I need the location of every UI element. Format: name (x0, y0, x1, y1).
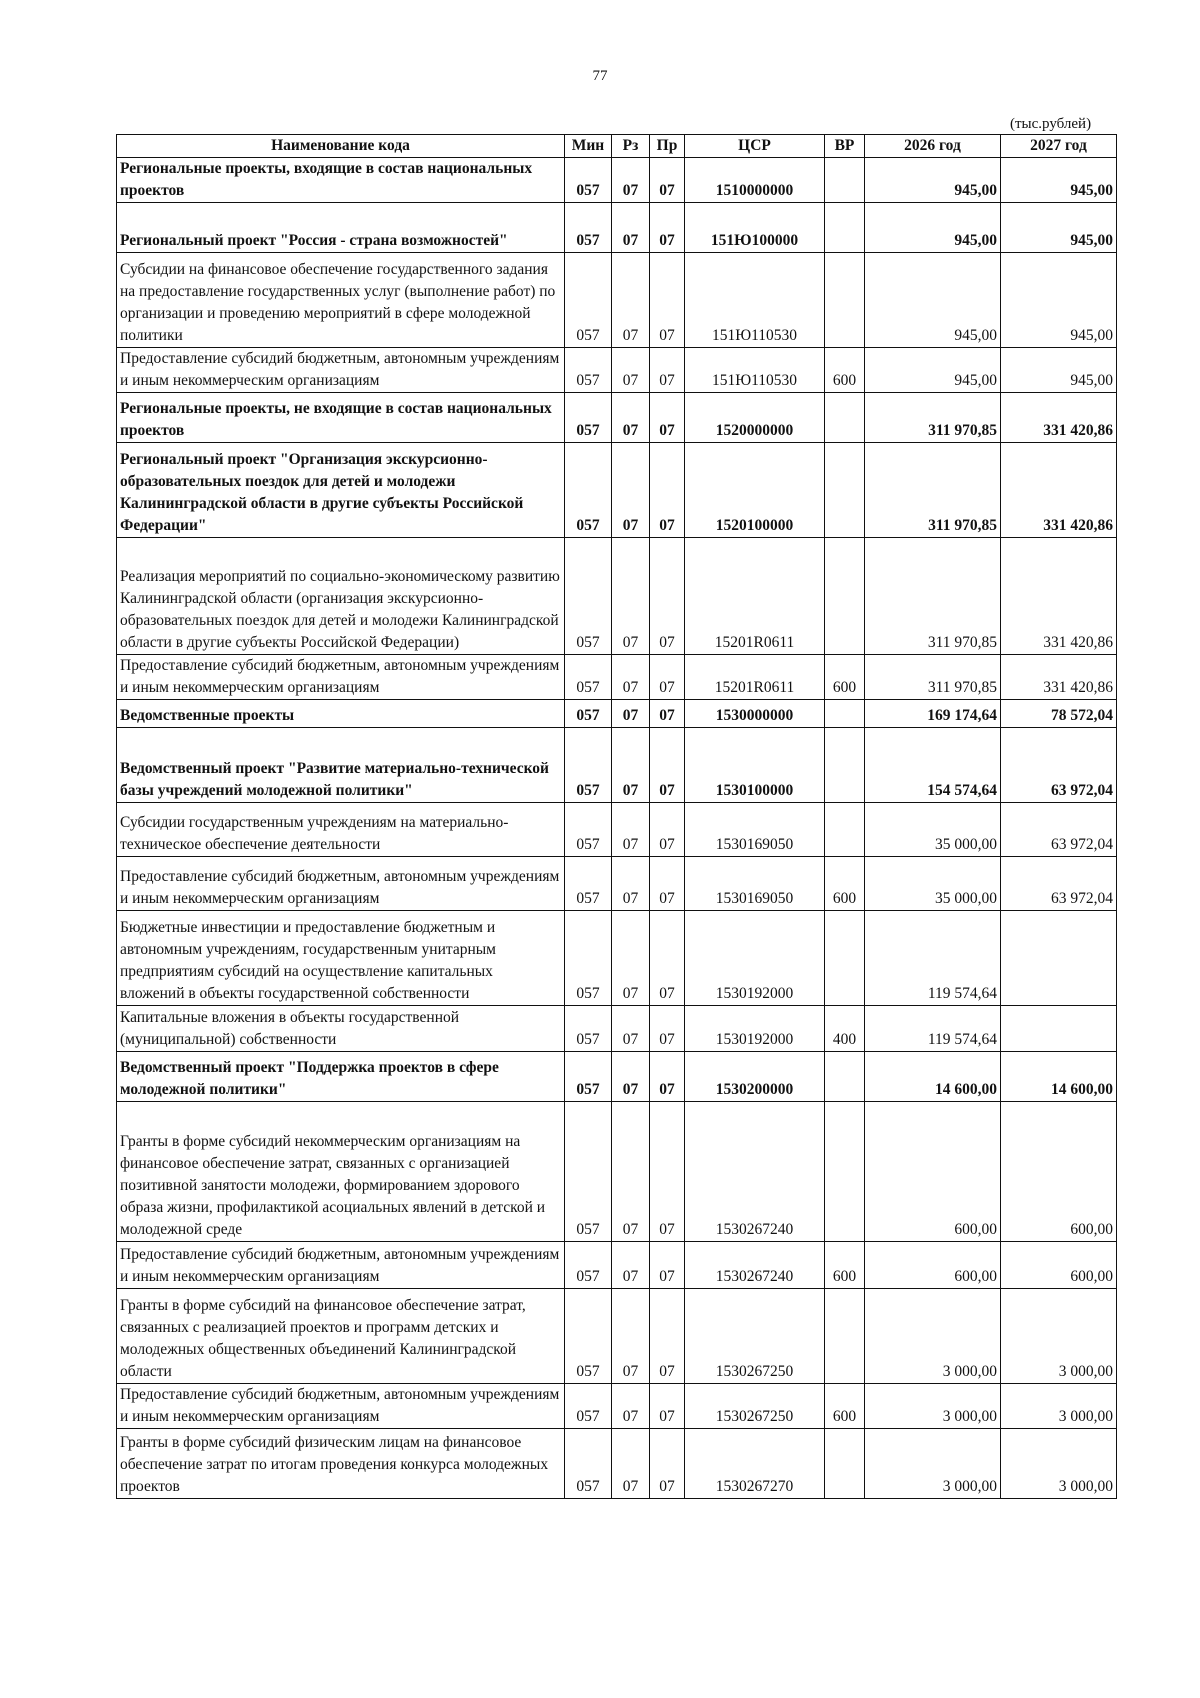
row-2027: 945,00 (1001, 203, 1117, 253)
row-csr: 151Ю100000 (685, 203, 825, 253)
row-name: Гранты в форме субсидий физическим лицам на финансовое обеспечение затрат по итогам проведения конкурса молодежных проектов (117, 1429, 565, 1499)
table-row (117, 700, 1117, 728)
row-2027: 63 972,04 (1001, 728, 1117, 803)
row-vr (825, 393, 865, 443)
table-row (117, 1384, 1117, 1429)
row-pr: 07 (650, 1289, 685, 1384)
row-min: 057 (565, 538, 612, 655)
row-pr: 07 (650, 443, 685, 538)
row-pr: 07 (650, 158, 685, 203)
row-vr: 400 (825, 1006, 865, 1052)
row-min: 057 (565, 911, 612, 1006)
budget-table (116, 134, 1117, 1499)
row-csr: 1530267250 (685, 1289, 825, 1384)
row-min: 057 (565, 700, 612, 728)
row-2026: 945,00 (865, 348, 1001, 393)
row-2026: 3 000,00 (865, 1384, 1001, 1429)
row-2027: 63 972,04 (1001, 857, 1117, 911)
row-name: Субсидии на финансовое обеспечение государственного задания на предоставление государственных услуг (выполнение работ) по организации и проведению мероприятий в сфере молодежной политики (117, 253, 565, 348)
table-row (117, 1006, 1117, 1052)
row-2026: 945,00 (865, 203, 1001, 253)
table-row (117, 728, 1117, 803)
row-name: Региональные проекты, входящие в состав национальных проектов (117, 158, 565, 203)
row-vr (825, 911, 865, 1006)
row-vr (825, 443, 865, 538)
row-rz: 07 (612, 803, 650, 857)
row-min: 057 (565, 443, 612, 538)
row-csr: 1530169050 (685, 803, 825, 857)
header-vr: ВР (825, 135, 865, 158)
row-min: 057 (565, 158, 612, 203)
row-min: 057 (565, 1289, 612, 1384)
row-vr: 600 (825, 1242, 865, 1289)
row-rz: 07 (612, 655, 650, 700)
row-csr: 1530200000 (685, 1052, 825, 1102)
row-2026: 311 970,85 (865, 393, 1001, 443)
row-rz: 07 (612, 1006, 650, 1052)
row-pr: 07 (650, 1384, 685, 1429)
row-2026: 3 000,00 (865, 1429, 1001, 1499)
table-row (117, 1102, 1117, 1242)
row-rz: 07 (612, 1052, 650, 1102)
row-csr: 1530000000 (685, 700, 825, 728)
row-name: Предоставление субсидий бюджетным, автономным учреждениям и иным некоммерческим организациям (117, 857, 565, 911)
row-name: Предоставление субсидий бюджетным, автономным учреждениям и иным некоммерческим организациям (117, 1384, 565, 1429)
table-row (117, 1052, 1117, 1102)
row-rz: 07 (612, 1102, 650, 1242)
row-csr: 15201R0611 (685, 655, 825, 700)
row-2027: 63 972,04 (1001, 803, 1117, 857)
row-min: 057 (565, 1052, 612, 1102)
row-name: Гранты в форме субсидий некоммерческим организациям на финансовое обеспечение затрат, связанных с организацией позитивной занятости молодежи, формированием здорового образа жизни, профилактикой асоциальных явлений в детской и молодежной среде (117, 1102, 565, 1242)
row-2027: 331 420,86 (1001, 393, 1117, 443)
row-2027: 78 572,04 (1001, 700, 1117, 728)
row-2027: 3 000,00 (1001, 1384, 1117, 1429)
row-2027: 331 420,86 (1001, 655, 1117, 700)
row-vr: 600 (825, 1384, 865, 1429)
row-2027: 600,00 (1001, 1102, 1117, 1242)
row-csr: 1530192000 (685, 911, 825, 1006)
row-pr: 07 (650, 803, 685, 857)
row-csr: 1530267240 (685, 1242, 825, 1289)
row-2026: 311 970,85 (865, 443, 1001, 538)
row-rz: 07 (612, 158, 650, 203)
row-min: 057 (565, 348, 612, 393)
row-2026: 3 000,00 (865, 1289, 1001, 1384)
table-row (117, 1429, 1117, 1499)
row-2027 (1001, 911, 1117, 1006)
table-row (117, 393, 1117, 443)
row-2026: 311 970,85 (865, 538, 1001, 655)
row-rz: 07 (612, 443, 650, 538)
row-pr: 07 (650, 1242, 685, 1289)
row-vr (825, 1289, 865, 1384)
row-rz: 07 (612, 1429, 650, 1499)
row-vr: 600 (825, 857, 865, 911)
row-name: Региональный проект "Россия - страна возможностей" (117, 203, 565, 253)
row-pr: 07 (650, 728, 685, 803)
row-name: Ведомственный проект "Поддержка проектов в сфере молодежной политики" (117, 1052, 565, 1102)
row-csr: 1530100000 (685, 728, 825, 803)
row-pr: 07 (650, 700, 685, 728)
row-pr: 07 (650, 393, 685, 443)
row-csr: 1530192000 (685, 1006, 825, 1052)
row-pr: 07 (650, 1102, 685, 1242)
row-rz: 07 (612, 857, 650, 911)
row-2026: 945,00 (865, 158, 1001, 203)
table-row (117, 253, 1117, 348)
row-vr (825, 728, 865, 803)
row-min: 057 (565, 1384, 612, 1429)
row-rz: 07 (612, 1384, 650, 1429)
row-csr: 15201R0611 (685, 538, 825, 655)
row-vr (825, 700, 865, 728)
row-csr: 151Ю110530 (685, 348, 825, 393)
header-min: Мин (565, 135, 612, 158)
row-pr: 07 (650, 348, 685, 393)
row-name: Капитальные вложения в объекты государственной (муниципальной) собственности (117, 1006, 565, 1052)
row-min: 057 (565, 393, 612, 443)
row-min: 057 (565, 253, 612, 348)
table-header-row (117, 135, 1117, 158)
table-row (117, 857, 1117, 911)
row-csr: 151Ю110530 (685, 253, 825, 348)
row-min: 057 (565, 1242, 612, 1289)
row-2026: 311 970,85 (865, 655, 1001, 700)
row-csr: 1520000000 (685, 393, 825, 443)
row-rz: 07 (612, 911, 650, 1006)
row-csr: 1510000000 (685, 158, 825, 203)
row-name: Гранты в форме субсидий на финансовое обеспечение затрат, связанных с реализацией проектов и программ детских и молодежных общественных объединений Калининградской области (117, 1289, 565, 1384)
row-vr (825, 203, 865, 253)
table-row (117, 803, 1117, 857)
row-pr: 07 (650, 203, 685, 253)
page-number: 77 (592, 68, 608, 84)
table-row (117, 348, 1117, 393)
row-name: Ведомственные проекты (117, 700, 565, 728)
row-vr (825, 803, 865, 857)
row-2027: 945,00 (1001, 348, 1117, 393)
row-min: 057 (565, 803, 612, 857)
row-vr (825, 158, 865, 203)
row-2026: 14 600,00 (865, 1052, 1001, 1102)
table-row (117, 538, 1117, 655)
table-row (117, 158, 1117, 203)
row-pr: 07 (650, 655, 685, 700)
row-csr: 1530267250 (685, 1384, 825, 1429)
row-min: 057 (565, 728, 612, 803)
row-2027: 600,00 (1001, 1242, 1117, 1289)
row-rz: 07 (612, 348, 650, 393)
units-label: (тыс.рублей) (1010, 116, 1092, 132)
row-pr: 07 (650, 538, 685, 655)
row-csr: 1530267240 (685, 1102, 825, 1242)
row-vr (825, 1052, 865, 1102)
row-rz: 07 (612, 538, 650, 655)
header-pr: Пр (650, 135, 685, 158)
row-2026: 35 000,00 (865, 857, 1001, 911)
header-2027: 2027 год (1001, 135, 1117, 158)
row-pr: 07 (650, 253, 685, 348)
row-2026: 35 000,00 (865, 803, 1001, 857)
header-rz: Рз (612, 135, 650, 158)
row-min: 057 (565, 1006, 612, 1052)
row-2027: 945,00 (1001, 158, 1117, 203)
row-pr: 07 (650, 1052, 685, 1102)
header-name: Наименование кода (117, 135, 565, 158)
row-rz: 07 (612, 1242, 650, 1289)
row-2027 (1001, 1006, 1117, 1052)
row-rz: 07 (612, 728, 650, 803)
table-row (117, 1289, 1117, 1384)
row-rz: 07 (612, 700, 650, 728)
row-vr (825, 253, 865, 348)
row-name: Ведомственный проект "Развитие материально-технической базы учреждений молодежной политики" (117, 728, 565, 803)
row-csr: 1530169050 (685, 857, 825, 911)
table-row (117, 443, 1117, 538)
row-name: Реализация мероприятий по социально-экономическому развитию Калининградской области (организация экскурсионно-образовательных поездок для детей и молодежи Калининградской области в другие субъекты Российской Федерации) (117, 538, 565, 655)
row-2026: 600,00 (865, 1102, 1001, 1242)
row-name: Предоставление субсидий бюджетным, автономным учреждениям и иным некоммерческим организациям (117, 348, 565, 393)
row-vr: 600 (825, 655, 865, 700)
row-min: 057 (565, 857, 612, 911)
row-rz: 07 (612, 203, 650, 253)
row-2026: 945,00 (865, 253, 1001, 348)
row-name: Субсидии государственным учреждениям на материально-техническое обеспечение деятельности (117, 803, 565, 857)
row-2026: 600,00 (865, 1242, 1001, 1289)
header-2026: 2026 год (865, 135, 1001, 158)
row-csr: 1530267270 (685, 1429, 825, 1499)
row-2026: 169 174,64 (865, 700, 1001, 728)
table-row (117, 911, 1117, 1006)
table-row (117, 655, 1117, 700)
row-pr: 07 (650, 857, 685, 911)
row-2027: 3 000,00 (1001, 1289, 1117, 1384)
row-pr: 07 (650, 1006, 685, 1052)
row-pr: 07 (650, 911, 685, 1006)
row-name: Региональные проекты, не входящие в состав национальных проектов (117, 393, 565, 443)
row-rz: 07 (612, 253, 650, 348)
row-name: Предоставление субсидий бюджетным, автономным учреждениям и иным некоммерческим организациям (117, 655, 565, 700)
row-csr: 1520100000 (685, 443, 825, 538)
row-2026: 154 574,64 (865, 728, 1001, 803)
row-vr: 600 (825, 348, 865, 393)
row-name: Предоставление субсидий бюджетным, автономным учреждениям и иным некоммерческим организациям (117, 1242, 565, 1289)
row-rz: 07 (612, 1289, 650, 1384)
table-row (117, 1242, 1117, 1289)
row-2026: 119 574,64 (865, 1006, 1001, 1052)
row-name: Бюджетные инвестиции и предоставление бюджетным и автономным учреждениям, государственным унитарным предприятиям субсидий на осуществление капитальных вложений в объекты государственной собственности (117, 911, 565, 1006)
row-pr: 07 (650, 1429, 685, 1499)
row-2026: 119 574,64 (865, 911, 1001, 1006)
row-min: 057 (565, 1102, 612, 1242)
row-min: 057 (565, 655, 612, 700)
row-min: 057 (565, 1429, 612, 1499)
row-rz: 07 (612, 393, 650, 443)
row-vr (825, 1429, 865, 1499)
row-2027: 945,00 (1001, 253, 1117, 348)
row-2027: 331 420,86 (1001, 538, 1117, 655)
row-2027: 3 000,00 (1001, 1429, 1117, 1499)
row-min: 057 (565, 203, 612, 253)
row-2027: 14 600,00 (1001, 1052, 1117, 1102)
row-vr (825, 538, 865, 655)
row-name: Региональный проект "Организация экскурсионно-образовательных поездок для детей и молодежи Калининградской области в другие субъекты Российской Федерации" (117, 443, 565, 538)
row-vr (825, 1102, 865, 1242)
row-2027: 331 420,86 (1001, 443, 1117, 538)
header-csr: ЦСР (685, 135, 825, 158)
table-row (117, 203, 1117, 253)
